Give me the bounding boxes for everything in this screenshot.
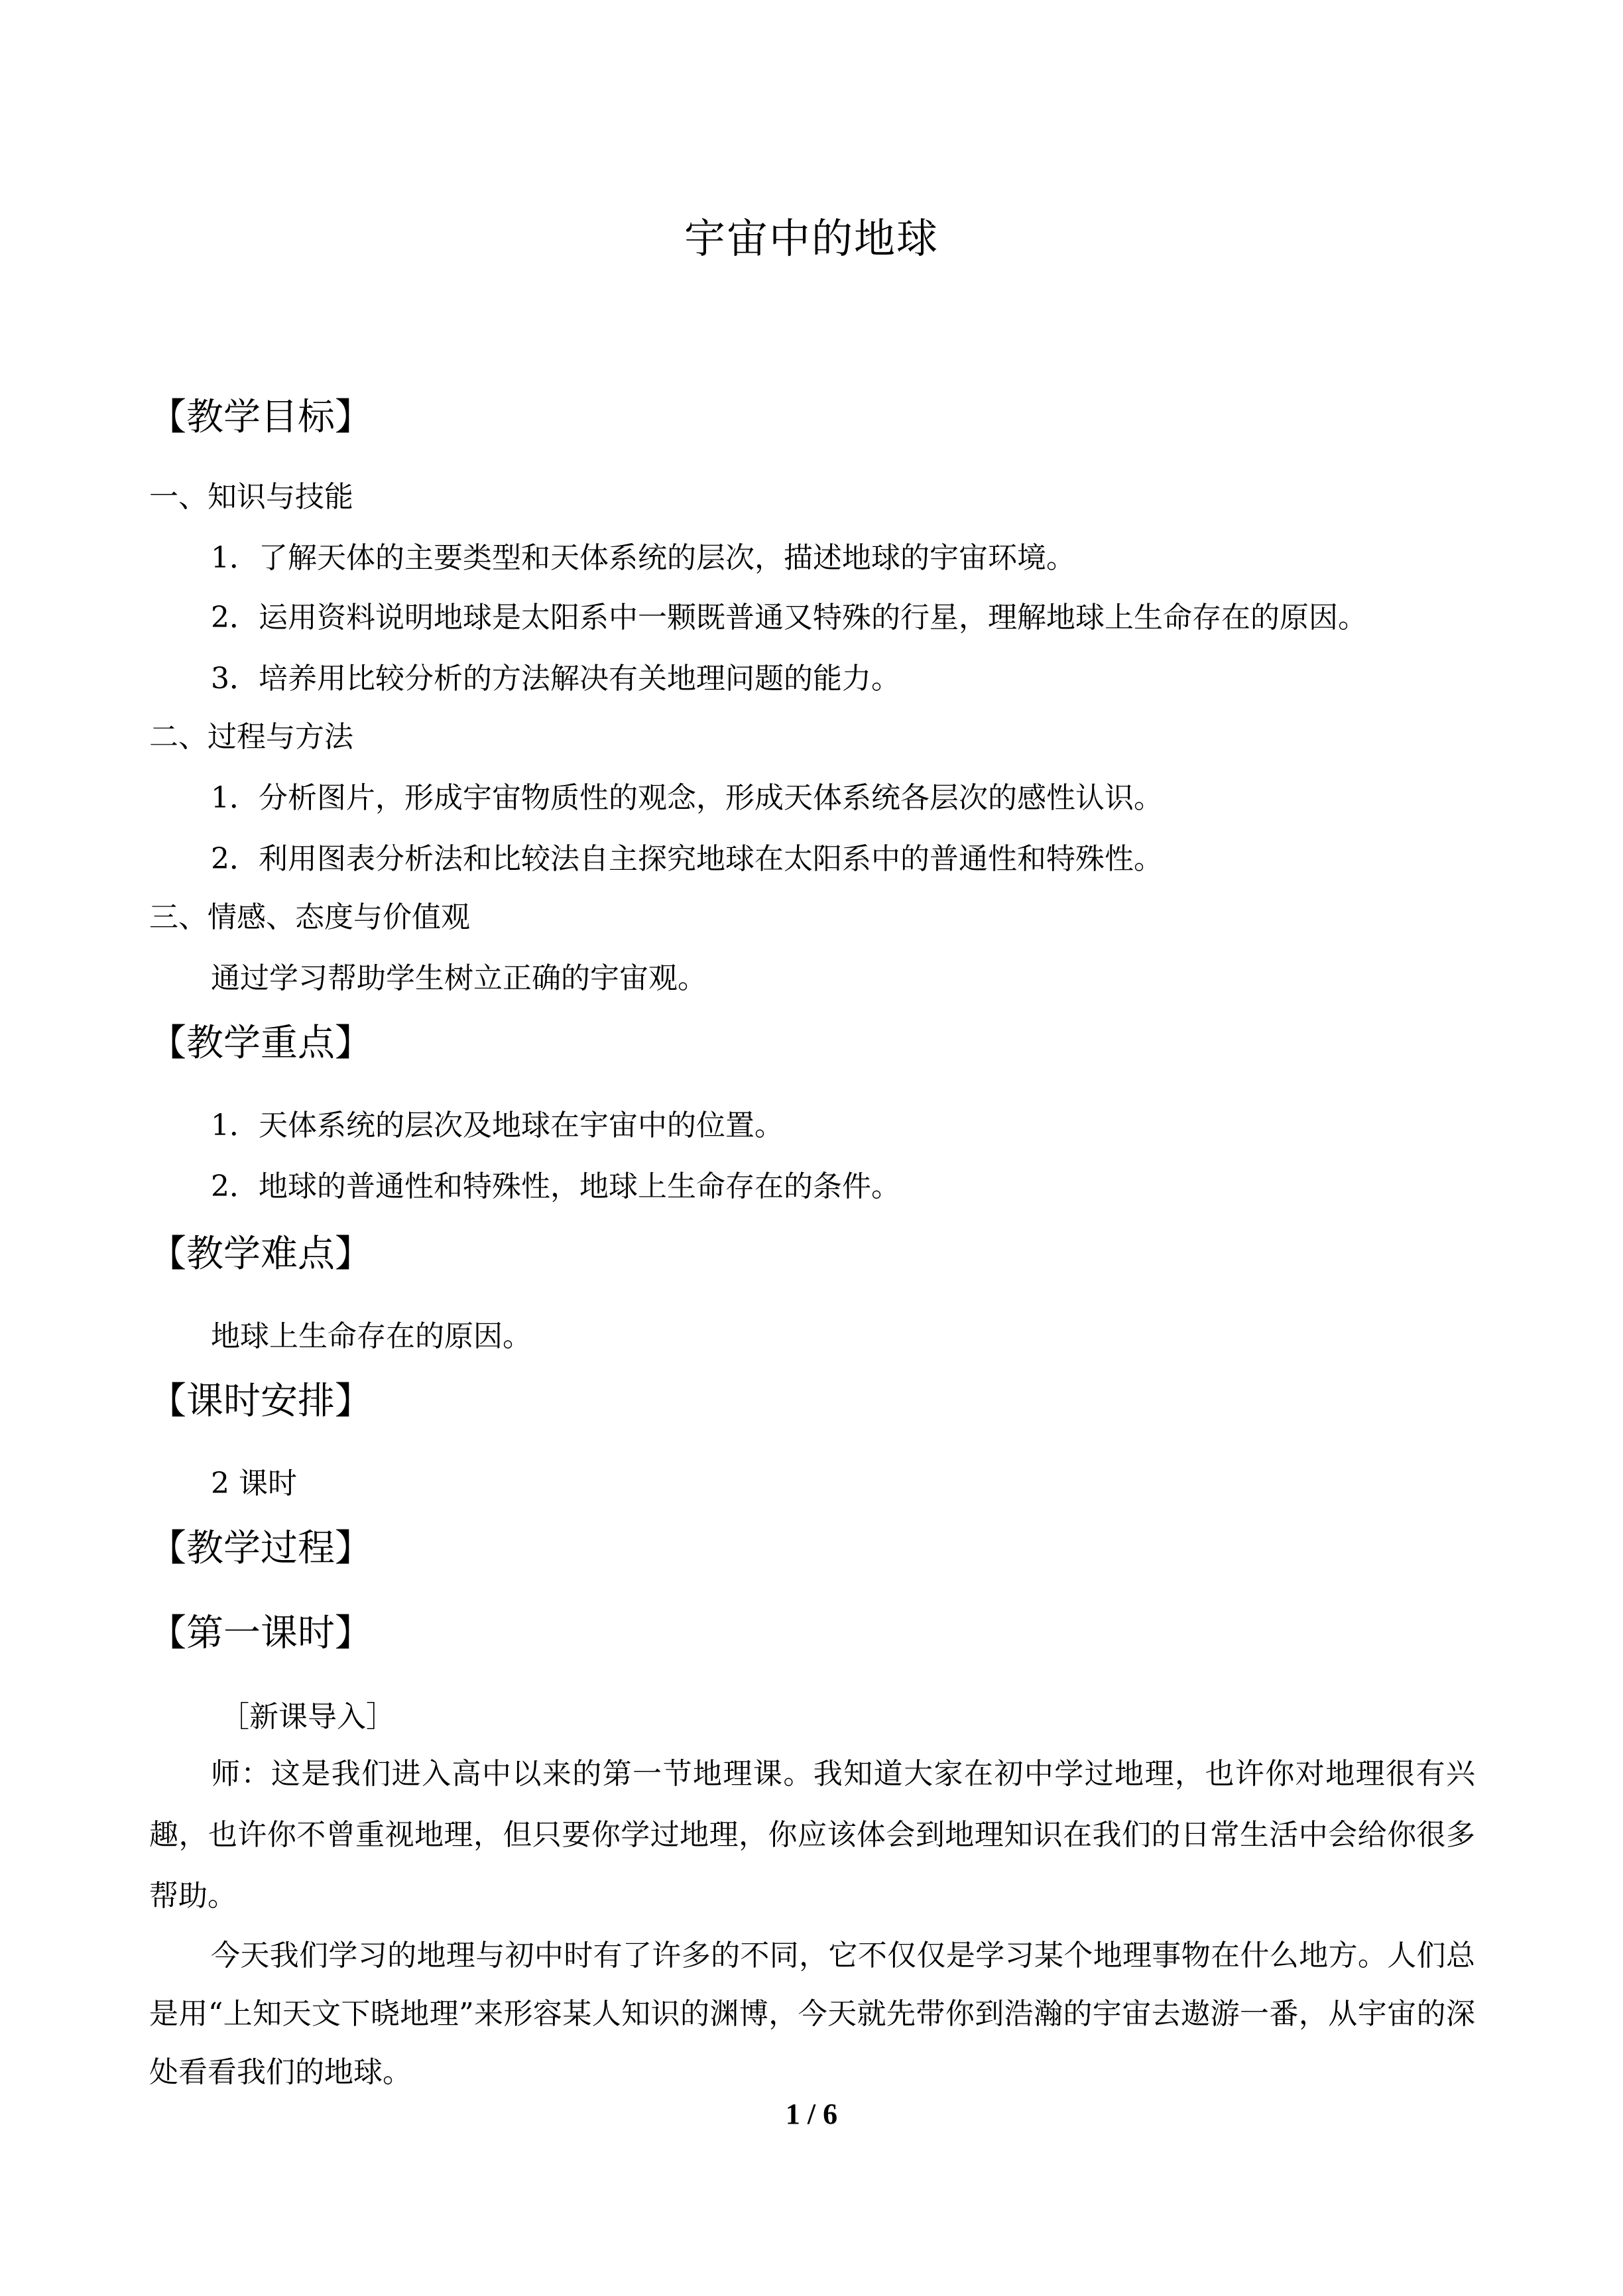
schedule-text: 2 课时 [211, 1467, 297, 1500]
new-lesson-intro-label: ［新课导入］ [220, 1700, 395, 1734]
difficulties-heading: 【教学难点】 [149, 1233, 372, 1276]
process-item-1: 1．分析图片，形成宇宙物质性的观念，形成天体系统各层次的感性认识。 [211, 781, 1163, 815]
process-method-heading: 二、过程与方法 [149, 720, 353, 754]
page-title: 宇宙中的地球 [684, 214, 939, 263]
knowledge-item-3: 3．培养用比较分析的方法解决有关地理问题的能力。 [211, 662, 900, 695]
knowledge-item-1: 1．了解天体的主要类型和天体系统的层次，描述地球的宇宙环境。 [211, 541, 1075, 575]
values-text: 通过学习帮助学生树立正确的宇宙观。 [211, 961, 707, 995]
knowledge-item-2: 2．运用资料说明地球是太阳系中一颗既普通又特殊的行星，理解地球上生命存在的原因。 [211, 601, 1367, 634]
intro-paragraph-2: 今天我们学习的地理与初中时有了许多的不同，它不仅仅是学习某个地理事物在什么地方。人们总是用“上知天文下晓地理”来形容某人知识的渊博，今天就先带你到浩瀚的宇宙去遨游一番，从宇宙的深处看看我们的地球。 [149, 1939, 1475, 2089]
teaching-process-heading: 【教学过程】 [149, 1527, 372, 1570]
key-point-2: 2．地球的普通性和特殊性，地球上生命存在的条件。 [211, 1170, 900, 1203]
knowledge-skills-heading: 一、知识与技能 [149, 480, 353, 514]
key-point-1: 1．天体系统的层次及地球在宇宙中的位置。 [211, 1109, 784, 1142]
values-heading: 三、情感、态度与价值观 [149, 900, 470, 934]
difficulties-text: 地球上生命存在的原因。 [211, 1319, 532, 1353]
intro-paragraph-1: 师：这是我们进入高中以来的第一节地理课。我知道大家在初中学过地理，也许你对地理很有兴趣，也许你不曾重视地理，但只要你学过地理，你应该体会到地理知识在我们的日常生活中会给你很多帮助。 [149, 1757, 1475, 1913]
process-item-2: 2．利用图表分析法和比较法自主探究地球在太阳系中的普通性和特殊性。 [211, 842, 1163, 876]
schedule-heading: 【课时安排】 [149, 1380, 372, 1423]
page-number: 1 / 6 [785, 2098, 838, 2130]
objectives-heading: 【教学目标】 [149, 396, 372, 439]
key-points-heading: 【教学重点】 [149, 1022, 372, 1065]
first-lesson-heading: 【第一课时】 [149, 1612, 372, 1655]
